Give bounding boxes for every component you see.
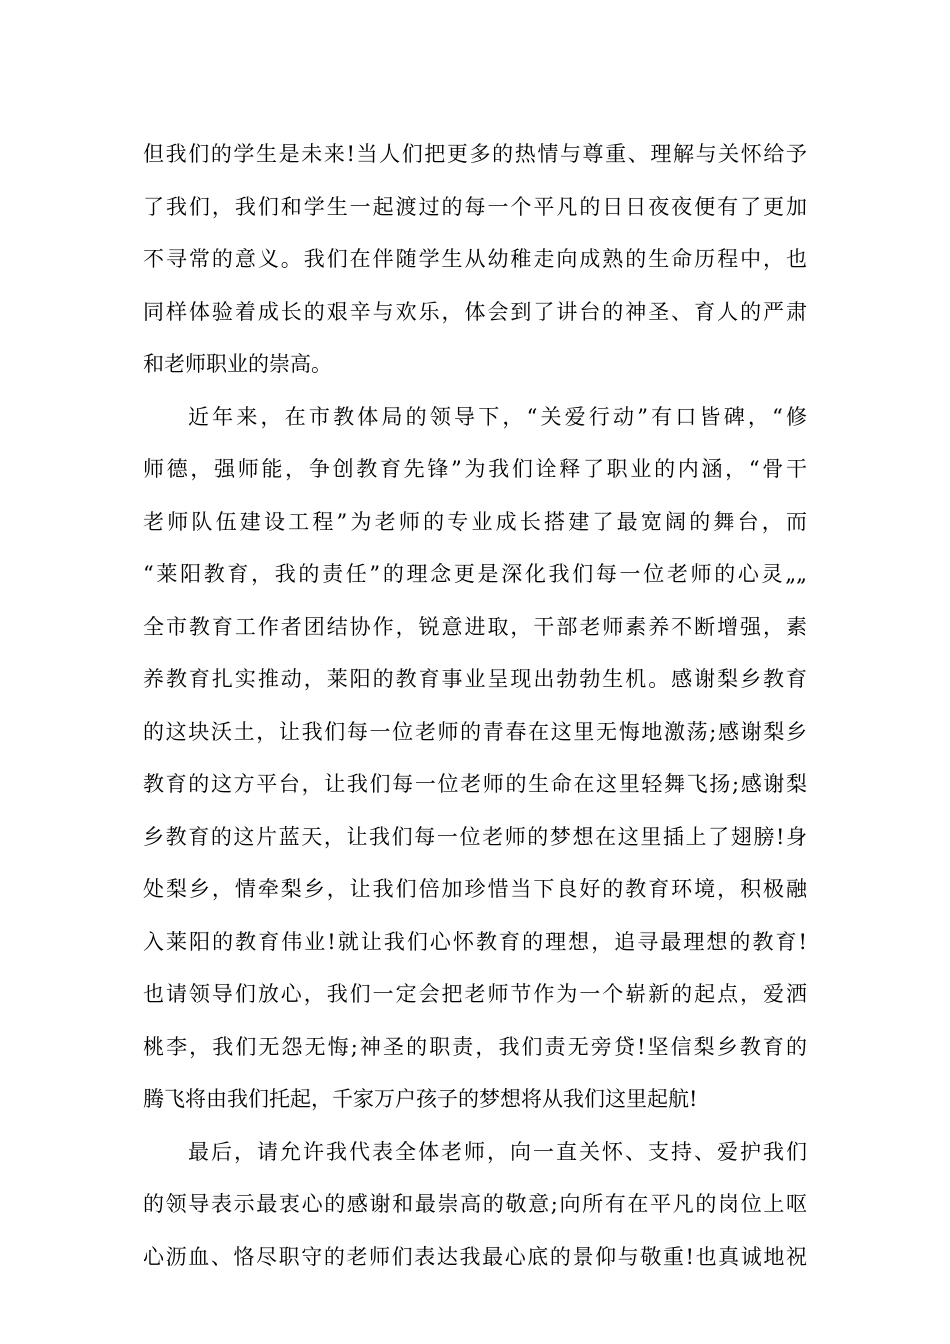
text-line: “莱阳教育，我的责任”的理念更是深化我们每一位老师的心灵„„ <box>143 562 807 586</box>
text-line: 桃李，我们无怨无悔;神圣的职责，我们责无旁贷!坚信梨乡教育的 <box>143 1034 807 1059</box>
text-line: 最后，请允许我代表全体老师，向一直关怀、支持、爱护我们 <box>188 1139 807 1164</box>
text-line: 腾飞将由我们托起，千家万户孩子的梦想将从我们这里起航! <box>143 1087 698 1111</box>
text-line: 但我们的学生是未来!当人们把更多的热情与尊重、理解与关怀给予 <box>143 142 807 166</box>
text-line: 全市教育工作者团结协作，锐意进取，干部老师素养不断增强，素 <box>143 614 807 639</box>
text-line: 入莱阳的教育伟业!就让我们心怀教育的理想，追寻最理想的教育! <box>143 929 807 954</box>
text-line: 的领导表示最衷心的感谢和最崇高的敬意;向所有在平凡的岗位上呕 <box>143 1192 807 1216</box>
text-line: 了我们，我们和学生一起渡过的每一个平凡的日日夜夜便有了更加 <box>143 194 807 219</box>
text-line: 心沥血、恪尽职守的老师们表达我最心底的景仰与敬重!也真诚地祝 <box>143 1244 807 1269</box>
document-body <box>143 128 807 1283</box>
text-line: 不寻常的意义。我们在伴随学生从幼稚走向成熟的生命历程中，也 <box>143 247 807 271</box>
text-line: 处梨乡，情牵梨乡，让我们倍加珍惜当下良好的教育环境，积极融 <box>143 877 807 901</box>
text-line: 和老师职业的崇高。 <box>143 352 332 376</box>
text-line: 同样体验着成长的艰辛与欢乐，体会到了讲台的神圣、育人的严肃 <box>143 299 807 324</box>
text-line: 的这块沃土，让我们每一位老师的青春在这里无悔地激荡;感谢梨乡 <box>143 719 807 744</box>
text-line: 也请领导们放心，我们一定会把老师节作为一个崭新的起点，爱洒 <box>143 982 807 1006</box>
text-line: 近年来，在市教体局的领导下，“关爱行动”有口皆碑，“修 <box>188 404 807 429</box>
text-line: 师德，强师能，争创教育先锋”为我们诠释了职业的内涵，“骨干 <box>143 457 807 481</box>
text-line: 乡教育的这片蓝天，让我们每一位老师的梦想在这里插上了翅膀!身 <box>143 824 807 849</box>
text-line: 教育的这方平台，让我们每一位老师的生命在这里轻舞飞扬;感谢梨 <box>143 772 807 796</box>
text-line: 老师队伍建设工程”为老师的专业成长搭建了最宽阔的舞台，而 <box>143 509 807 534</box>
text-line: 养教育扎实推动，莱阳的教育事业呈现出勃勃生机。感谢梨乡教育 <box>143 667 807 691</box>
